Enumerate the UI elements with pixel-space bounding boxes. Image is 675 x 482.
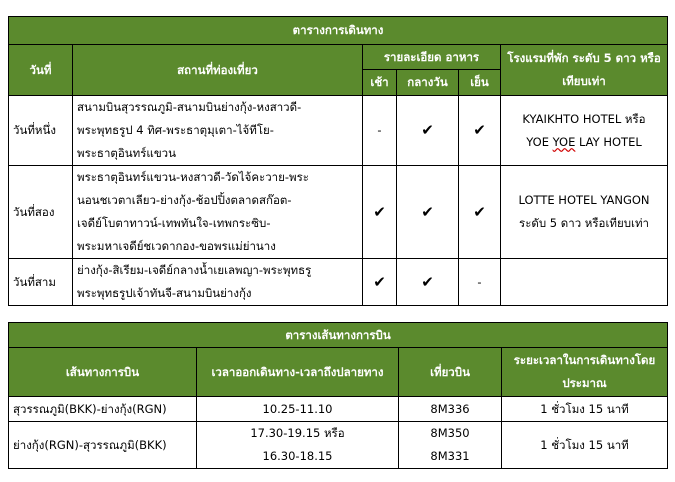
spellcheck-mark: YOE — [552, 134, 576, 149]
time-line: 16.30-18.15 — [262, 449, 333, 463]
breakfast-cell: ✔ — [363, 166, 397, 259]
table-row — [9, 259, 668, 306]
place-line: ย่างกุ้ง-สิเรียม-เจดีย์กลางน้ำเยเลพญา-พระพุทธรู — [77, 263, 312, 277]
breakfast-header: เช้า — [363, 70, 397, 96]
hotel-cell — [501, 166, 668, 259]
flight-header: เที่ยวบิน — [399, 348, 502, 397]
breakfast-cell: ✔ — [363, 259, 397, 306]
flight-cell — [399, 422, 502, 469]
lunch-header: กลางวัน — [397, 70, 459, 96]
duration-header: ระยะเวลาในการเดินทางโดยประมาณ — [502, 348, 668, 397]
day-cell: วันที่หนึ่ง — [9, 96, 73, 166]
place-line: สนามบินสุวรรณภูมิ-สนามบินย่างกุ้ง-หงสาวดี- — [77, 100, 302, 114]
hotel-line: YOE YOE LAY HOTEL — [526, 134, 642, 149]
hotel-cell — [501, 96, 668, 166]
duration-cell: 1 ชั่วโมง 15 นาที — [502, 422, 668, 469]
dinner-cell: ✔ — [459, 96, 501, 166]
table-row — [9, 166, 668, 259]
hotel-cell — [501, 259, 668, 306]
time-cell — [197, 422, 399, 469]
place-line: พระพุทธรูปเจ้าทันจี-สนามบินย่างกุ้ง — [77, 286, 252, 300]
dinner-header: เย็น — [459, 70, 501, 96]
places-cell — [73, 166, 363, 259]
itinerary-title: ตารางการเดินทาง — [9, 17, 668, 45]
place-line: พระธาตุอินทร์แขวน-หงสาวดี-วัดไจ้คะวาย-พระ — [77, 170, 309, 184]
day-cell: วันที่สอง — [9, 166, 73, 259]
route-cell: สุวรรณภูมิ(BKK)-ย่างกุ้ง(RGN) — [9, 397, 197, 422]
place-line: พระมหาเจดีย์ชเวดากอง-ขอพรแม่ย่านาง — [77, 239, 276, 253]
place-line: เจดีย์โบตาทาวน์-เทพทันใจ-เทพกระซิบ- — [77, 216, 271, 230]
flight-line: 8M350 — [430, 426, 470, 440]
place-line: พระธาตุอินทร์แขวน — [77, 146, 176, 160]
lunch-cell: ✔ — [397, 259, 459, 306]
day-cell: วันที่สาม — [9, 259, 73, 306]
duration-cell: 1 ชั่วโมง 15 นาที — [502, 397, 668, 422]
place-line: นอนชเวตาเลียว-ย่างกุ้ง-ช้อปปิ้งตลาดสก๊อต- — [77, 193, 292, 207]
time-line: 17.30-19.15 หรือ — [250, 426, 345, 440]
route-header: เส้นทางการบิน — [9, 348, 197, 397]
table-row — [9, 397, 668, 422]
dinner-cell: ✔ — [459, 166, 501, 259]
hotel-line: ระดับ 5 ดาว หรือเทียบเท่า — [519, 216, 649, 230]
itinerary-table — [8, 16, 668, 306]
breakfast-cell: - — [363, 96, 397, 166]
flights-table — [8, 322, 668, 469]
places-header: สถานที่ท่องเที่ยว — [73, 45, 363, 96]
dinner-cell: - — [459, 259, 501, 306]
hotel-header: โรงแรมที่พัก ระดับ 5 ดาว หรือเทียบเท่า — [501, 45, 668, 96]
lunch-cell: ✔ — [397, 96, 459, 166]
lunch-cell: ✔ — [397, 166, 459, 259]
flight-line: 8M331 — [430, 449, 470, 463]
hotel-line: LOTTE HOTEL YANGON — [518, 193, 650, 207]
hotel-line: KYAIKHTO HOTEL หรือ — [522, 111, 646, 126]
places-cell — [73, 259, 363, 306]
flight-cell: 8M336 — [399, 397, 502, 422]
time-header: เวลาออกเดินทาง-เวลาถึงปลายทาง — [197, 348, 399, 397]
time-cell: 10.25-11.10 — [197, 397, 399, 422]
table-row — [9, 96, 668, 166]
meals-header: รายละเอียด อาหาร — [363, 45, 501, 70]
flights-title: ตารางเส้นทางการบิน — [9, 323, 668, 348]
place-line: พระพุทธรูป 4 ทิศ-พระธาตุมุเตา-ไจ้ทีโย- — [77, 123, 274, 137]
day-header: วันที่ — [9, 45, 73, 96]
table-row — [9, 422, 668, 469]
places-cell — [73, 96, 363, 166]
route-cell: ย่างกุ้ง(RGN)-สุวรรณภูมิ(BKK) — [9, 422, 197, 469]
